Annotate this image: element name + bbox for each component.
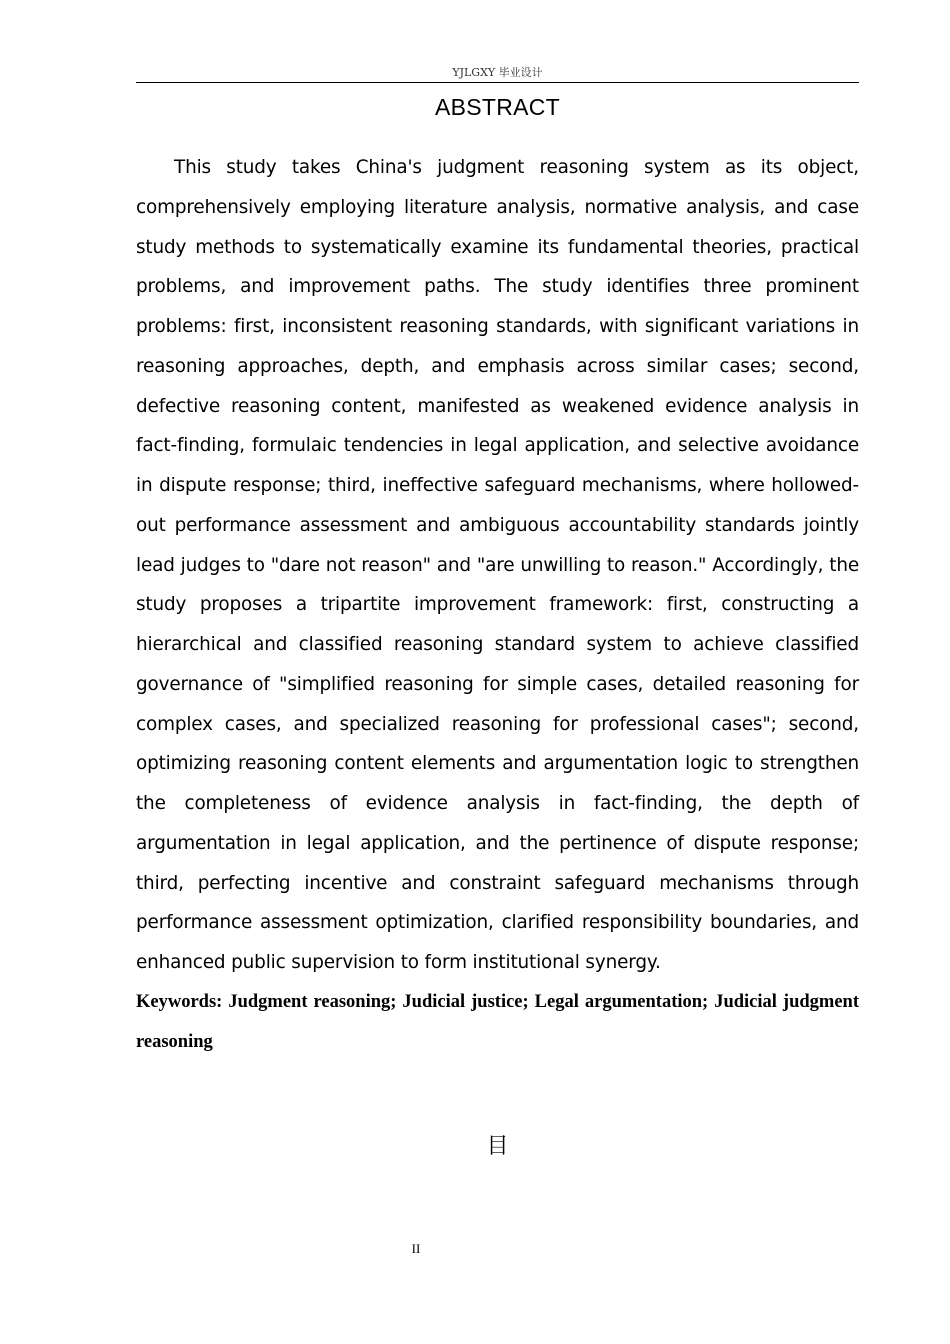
toc-heading: 目 — [486, 1134, 509, 1159]
keywords-line: Keywords: Judgment reasoning; Judicial justice; Legal argumentation; Judicial judgment reasoning — [136, 992, 859, 1052]
running-header: YJLGXY 毕业设计 — [452, 66, 543, 79]
header-divider — [136, 82, 859, 83]
page-number: II — [411, 1241, 421, 1256]
abstract-body: This study takes China's judgment reasoning system as its object, comprehensively employing literature analysis, normative analysis, and case study methods to systematically examine its fundamental theories, practical problems, and improvement paths. The study identifies three prominent problems: first, inconsistent reasoning standards, with significant variations in reasoning approaches, depth, and emphasis across similar cases; second, defective reasoning content, manifested as weakened evidence analysis in fact-finding, formulaic tendencies in legal application, and selective avoidance in dispute response; third, ineffective safeguard mechanisms, where hollowed-out performance assessment and ambiguous accountability standards jointly lead judges to "dare not reason" and "are unwilling to reason." Accordingly, the study proposes a tripartite improvement framework: first, constructing a hierarchical and classified reasoning standard system to achieve classified governance of "simplified reasoning for simple cases, detailed reasoning for complex cases, and specialized reasoning for professional cases"; second, optimizing reasoning content elements and argumentation logic to strengthen the completeness of evidence analysis in fact-finding, the depth of argumentation in legal application, and the pertinence of dispute response; third, perfecting incentive and constraint safeguard mechanisms through performance assessment optimization, clarified responsibility boundaries, and enhanced public supervision to form institutional synergy. — [136, 157, 859, 973]
abstract-title: ABSTRACT — [434, 94, 561, 120]
